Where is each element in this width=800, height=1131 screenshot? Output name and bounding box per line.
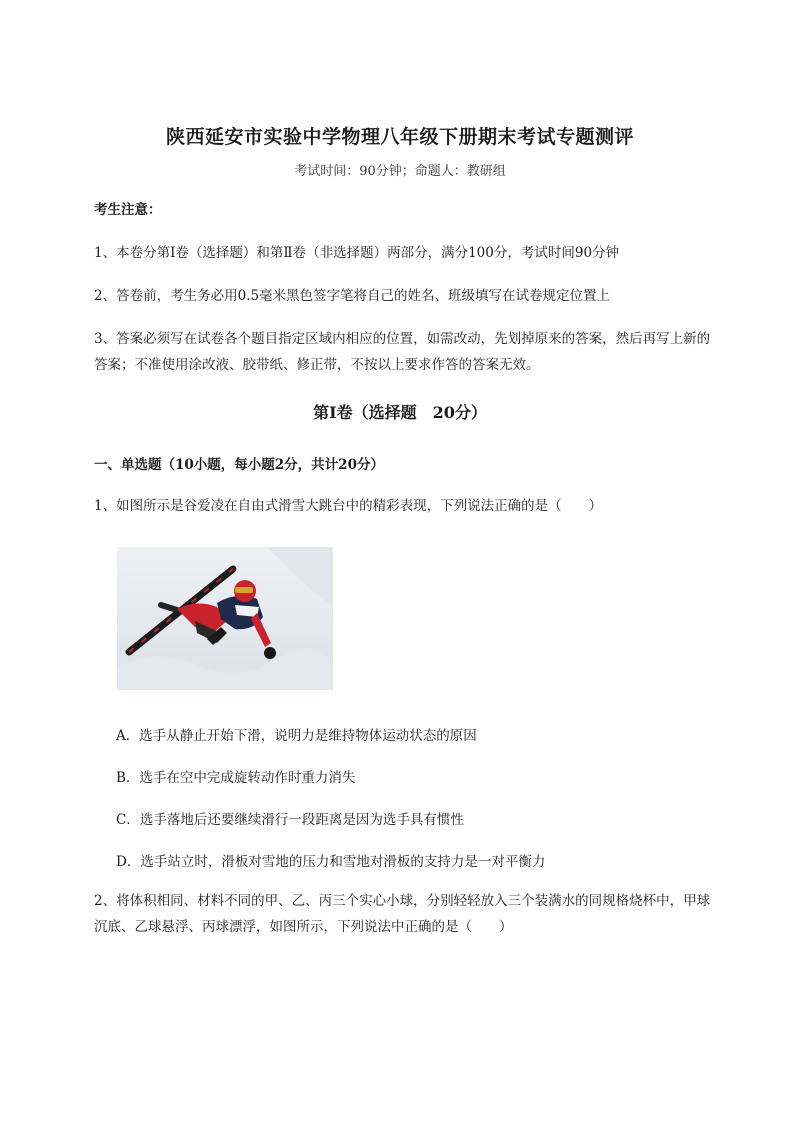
notice-item-1: 1、本卷分第I卷（选择题）和第Ⅱ卷（非选择题）两部分，满分100分，考试时间90分钟 — [94, 245, 620, 261]
section-title: 第I卷（选择题 20分） — [313, 403, 487, 422]
notice-item-2: 2、答卷前，考生务必用0.5毫米黑色签字笔将自己的姓名、班级填写在试卷规定位置上 — [94, 288, 611, 304]
part-heading: 一、单选题（10小题，每小题2分，共计20分） — [94, 457, 384, 473]
question-1-option-d: D．选手站立时，滑板对雪地的压力和雪地对滑板的支持力是一对平衡力 — [116, 854, 546, 870]
question-1-stem: 1、如图所示是谷爱凌在自由式滑雪大跳台中的精彩表现，下列说法正确的是（ ） — [94, 498, 603, 514]
exam-title: 陕西延安市实验中学物理八年级下册期末考试专题测评 — [165, 126, 634, 148]
skier-photo — [117, 547, 333, 690]
question-1-option-a: A．选手从静止开始下滑，说明力是维持物体运动状态的原因 — [116, 728, 477, 744]
notice-item-3: 3、答案必须写在试卷各个题目指定区域内相应的位置，如需改动，先划掉原来的答案，然后再写上新的答案；不准使用涂改液、胶带纸、修正带，不按以上要求作答的答案无效。 — [94, 331, 711, 373]
question-2-stem: 2、将体积相同、材料不同的甲、乙、丙三个实心小球，分别轻轻放入三个装满水的同规格烧杯中，甲球沉底、乙球悬浮、丙球漂浮，如图所示，下列说法中正确的是（ ） — [94, 893, 711, 935]
exam-subtitle: 考试时间：90分钟；命题人：教研组 — [294, 164, 506, 179]
question-1-option-c: C．选手落地后还要继续滑行一段距离是因为选手具有惯性 — [116, 812, 464, 828]
notice-heading: 考生注意： — [94, 202, 162, 218]
question-1-option-b: B．选手在空中完成旋转动作时重力消失 — [116, 770, 356, 786]
